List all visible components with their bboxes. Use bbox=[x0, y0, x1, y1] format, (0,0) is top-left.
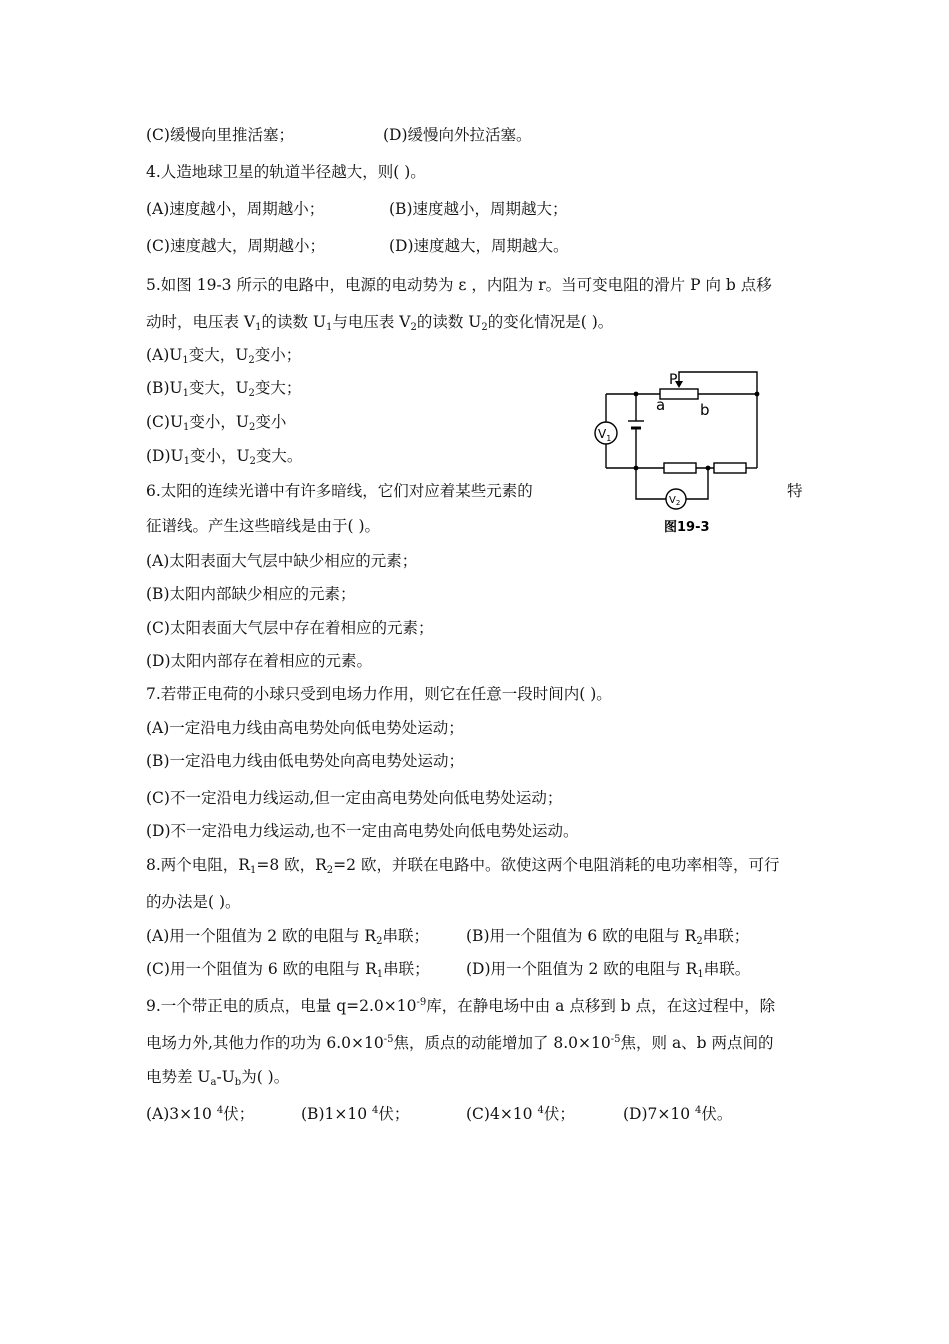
figure-caption: 图19-3 bbox=[664, 520, 710, 535]
q8-option-b: (B)用一个阻值为 6 欧的电阻与 $R_2$串联； bbox=[466, 927, 750, 947]
label-b: b bbox=[700, 401, 710, 419]
q7-option-a: (A)一定沿电力线由高电势处向低电势处运动； bbox=[146, 719, 464, 737]
q4-option-d: (D)速度越大，周期越大。 bbox=[389, 237, 569, 255]
q6-option-c: (C)太阳表面大气层中存在着相应的元素； bbox=[146, 619, 434, 637]
q8-option-c: (C)用一个阻值为 6 欧的电阻与 $R_1$串联； bbox=[146, 960, 430, 980]
q8-stem-line1: 8.两个电阻，$R_1=8$ 欧，$R_2=2$ 欧，并联在电路中。欲使这两个电阻消耗的电功率相等，可行 bbox=[146, 856, 780, 876]
q8-option-d: (D)用一个阻值为 2 欧的电阻与 $R_1$串联。 bbox=[466, 960, 751, 980]
q8-option-a: (A)用一个阻值为 2 欧的电阻与 $R_2$串联； bbox=[146, 927, 429, 947]
q7-stem: 7.若带正电荷的小球只受到电场力作用，则它在任意一段时间内( )。 bbox=[146, 685, 612, 703]
q6-option-a: (A)太阳表面大气层中缺少相应的元素； bbox=[146, 552, 418, 570]
q9-option-b: (B)1×10 $^4$伏； bbox=[301, 1105, 410, 1123]
q4-option-c: (C)速度越大，周期越小； bbox=[146, 237, 325, 255]
q5-option-d: $(D)U_1$变小，$U_2$变大。 bbox=[146, 447, 303, 467]
q6-stem-line1-end: 特 bbox=[787, 482, 803, 500]
label-v1: $V_1$ bbox=[598, 427, 612, 443]
junction-dot bbox=[634, 392, 639, 397]
q6-stem-line1: 6.太阳的连续光谱中有许多暗线，它们对应着某些元素的 bbox=[146, 482, 533, 500]
q7-option-b: (B)一定沿电力线由低电势处向高电势处运动； bbox=[146, 752, 464, 770]
q9-option-c: (C)4×10 $^4$伏； bbox=[466, 1105, 575, 1123]
q9-stem-line2: 电场力外,其他力作的功为 $6.0\times 10^{-5}$焦，质点的动能增加了 $8.0\times 10^{-5}$焦，则 a、b 两点间的 bbox=[146, 1034, 774, 1052]
q6-option-b: (B)太阳内部缺少相应的元素； bbox=[146, 585, 356, 603]
label-p: P bbox=[669, 372, 678, 388]
wire-v2-left bbox=[636, 468, 666, 499]
q8-stem-line2: 的办法是( )。 bbox=[146, 893, 241, 911]
rheostat bbox=[660, 389, 698, 399]
q5-option-a: $(A)U_1$变大，$U_2$变小； bbox=[146, 346, 302, 366]
q5-stem-line2: 动时，电压表 $V_1$的读数 $U_1$与电压表 $V_2$的读数 $U_2$的变化情况是( )。 bbox=[146, 313, 614, 333]
q6-option-d: (D)太阳内部存在着相应的元素。 bbox=[146, 652, 373, 670]
junction-dot bbox=[706, 466, 711, 471]
q7-option-d: (D)不一定沿电力线运动,也不一定由高电势处向低电势处运动。 bbox=[146, 822, 579, 840]
q7-option-c: (C)不一定沿电力线运动,但一定由高电势处向低电势处运动； bbox=[146, 789, 563, 807]
q5-option-c: $(C)U_1$变小，$U_2$变小 bbox=[146, 413, 287, 433]
resistor-1 bbox=[664, 463, 696, 473]
label-a: a bbox=[656, 396, 666, 414]
q3-option-d: (D)缓慢向外拉活塞。 bbox=[383, 126, 532, 144]
q5-stem-line1: 5.如图 19-3 所示的电路中，电源的电动势为 ε ，内阻为 r。当可变电阻的滑片 P 向 b 点移 bbox=[146, 276, 772, 294]
label-v2: $V_2$ bbox=[669, 495, 681, 507]
junction-dot bbox=[634, 466, 639, 471]
q9-option-d: (D)7×10 $^4$伏。 bbox=[623, 1105, 733, 1123]
resistor-2 bbox=[714, 463, 746, 473]
q9-option-a: (A)3×10 $^4$伏； bbox=[146, 1105, 255, 1123]
q3-option-c: (C)缓慢向里推活塞； bbox=[146, 126, 294, 144]
q4-option-a: (A)速度越小，周期越小； bbox=[146, 200, 325, 218]
q5-option-b: $(B)U_1$变大，$U_2$变大； bbox=[146, 379, 302, 399]
q4-option-b: (B)速度越小，周期越大； bbox=[389, 200, 568, 218]
q4-stem: 4.人造地球卫星的轨道半径越大，则( )。 bbox=[146, 163, 426, 181]
junction-dot bbox=[755, 392, 760, 397]
q6-stem-line2: 征谱线。产生这些暗线是由于( )。 bbox=[146, 517, 381, 535]
q9-stem-line1: 9.一个带正电的质点，电量 $q=2.0\times 10^{-9}$库，在静电场中由 a 点移到 b 点，在这过程中，除 bbox=[146, 997, 776, 1015]
q9-stem-line3: 电势差 $U_a-U_b$为( )。 bbox=[146, 1068, 290, 1088]
slider-wire bbox=[679, 372, 757, 394]
circuit-diagram-figure bbox=[594, 366, 774, 536]
